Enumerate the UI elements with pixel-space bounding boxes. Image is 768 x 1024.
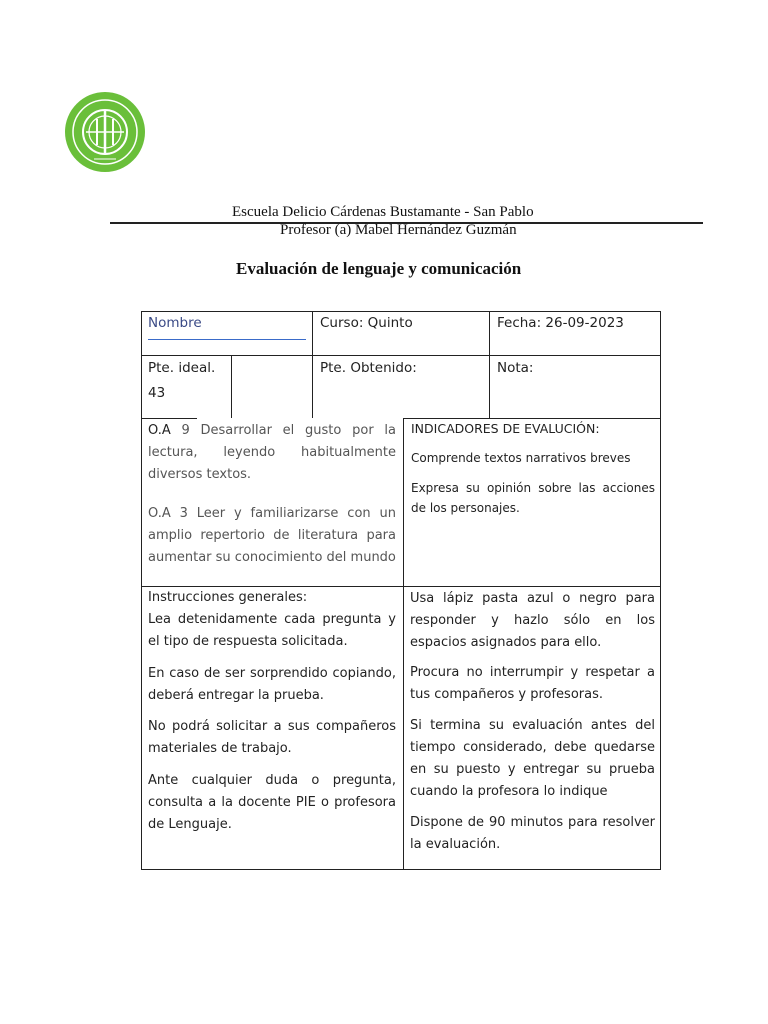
table-border-top bbox=[141, 311, 661, 312]
name-label: Nombre bbox=[148, 315, 202, 331]
indicator-item: Comprende textos narrativos breves bbox=[411, 451, 631, 465]
instruction-item: En caso de ser sorprendido copiando, deberá entregar la prueba. bbox=[148, 666, 396, 703]
objective-oa9 bbox=[148, 420, 396, 486]
col-divider bbox=[231, 356, 232, 418]
instruction-item: Ante cualquier duda o pregunta, consulta a la docente PIE o profesora de Lenguaje. bbox=[148, 773, 396, 832]
ideal-score-value: 43 bbox=[148, 385, 166, 401]
instruction-item: Si termina su evaluación antes del tiempo considerado, debe quedarse en su puesto y entregar su prueba cuando la profesora lo indique bbox=[410, 718, 655, 799]
objective-oa9-text: 9 Desarrollar el gusto por la lectura, leyendo habitualmente diversos textos. bbox=[148, 423, 396, 482]
col-divider bbox=[403, 418, 404, 869]
instruction-item: No podrá solicitar a sus compañeros materiales de trabajo. bbox=[148, 719, 396, 756]
row-divider bbox=[404, 418, 661, 419]
table-border-left bbox=[141, 311, 142, 870]
indicators-heading: INDICADORES DE EVALUCIÓN: bbox=[411, 421, 600, 436]
date-label: Fecha: 26-09-2023 bbox=[497, 315, 624, 331]
school-name: Escuela Delicio Cárdenas Bustamante - San Pablo bbox=[232, 204, 534, 220]
objective-code: O.A bbox=[148, 423, 171, 438]
col-divider bbox=[312, 311, 313, 418]
name-field-line[interactable] bbox=[148, 339, 306, 340]
table-border-right bbox=[660, 311, 661, 870]
instruction-item: Procura no interrumpir y respetar a tus compañeros y profesoras. bbox=[410, 665, 655, 702]
row-divider bbox=[141, 355, 661, 356]
row-divider bbox=[141, 586, 661, 587]
grade-label: Nota: bbox=[497, 360, 534, 376]
indicator-item: Expresa su opinión sobre las acciones de los personajes. bbox=[411, 481, 655, 515]
objective-oa3: O.A 3 Leer y familiarizarse con un amplio repertorio de literatura para aumentar su conocimiento del mundo bbox=[148, 506, 396, 565]
page-title: Evaluación de lenguaje y comunicación bbox=[236, 259, 522, 278]
school-seal-logo bbox=[64, 91, 146, 173]
table-border-bottom bbox=[141, 869, 661, 870]
obtained-score-label: Pte. Obtenido: bbox=[320, 360, 417, 376]
instructions-heading: Instrucciones generales: bbox=[148, 590, 308, 605]
row-divider bbox=[141, 418, 197, 419]
instruction-item: Dispone de 90 minutos para resolver la evaluación. bbox=[410, 815, 655, 852]
course-label: Curso: Quinto bbox=[320, 315, 413, 331]
col-divider bbox=[489, 311, 490, 418]
ideal-score-label: Pte. ideal. bbox=[148, 360, 216, 376]
instruction-item: Lea detenidamente cada pregunta y el tipo de respuesta solicitada. bbox=[148, 612, 396, 649]
instruction-item: Usa lápiz pasta azul o negro para responder y hazlo sólo en los espacios asignados para ello. bbox=[410, 591, 655, 650]
teacher-name: Profesor (a) Mabel Hernández Guzmán bbox=[280, 222, 517, 238]
